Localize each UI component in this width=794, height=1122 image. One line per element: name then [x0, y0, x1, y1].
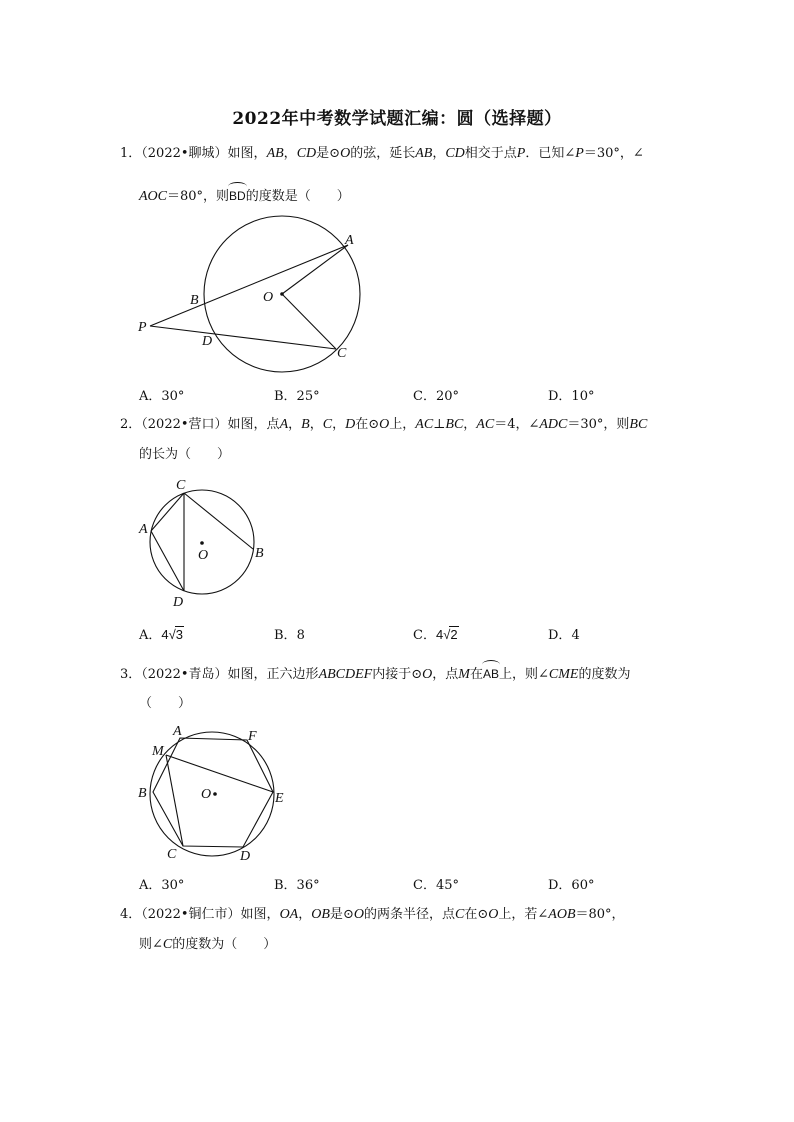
- question-2-line-1: 2．（2022•营口）如图，点A，B，C，D在⊙O上，AC⊥BC，AC＝4，∠ADC＝30°，则BC: [120, 417, 648, 432]
- label-a: A: [139, 522, 148, 537]
- line-oa: [282, 245, 348, 294]
- question-1-option-d[interactable]: D．10°: [548, 389, 595, 404]
- label-c: C: [337, 346, 347, 361]
- question-2-option-c[interactable]: C．4√2: [413, 627, 458, 643]
- question-source: （2022•青岛）: [141, 667, 228, 682]
- question-number: 3．: [120, 667, 142, 682]
- question-3-line-1: 3．（2022•青岛）如图，正六边形ABCDEF内接于⊙O，点M在AB上，则∠CME的度数为: [120, 662, 630, 684]
- line-cb: [184, 493, 253, 549]
- hexagon-abcdef: [153, 738, 273, 847]
- question-1-line-2: AOC＝80°，则BD的度数是（ ）: [139, 184, 350, 206]
- question-number: 4．: [120, 907, 142, 922]
- label-o: O: [263, 290, 274, 305]
- line-mc: [166, 755, 183, 846]
- label-d: D: [240, 849, 251, 864]
- label-a: A: [345, 233, 354, 248]
- label-o: O: [201, 787, 212, 802]
- question-3-option-b[interactable]: B．36°: [274, 878, 320, 893]
- line-ad: [151, 531, 184, 591]
- label-a: A: [173, 724, 182, 739]
- arc-bd-label: BD: [229, 184, 246, 205]
- question-2-option-b[interactable]: B．8: [274, 628, 305, 643]
- label-b: B: [190, 293, 199, 308]
- question-3-line-2: （ ）: [139, 696, 192, 711]
- question-2-line-2: 的长为（ ）: [139, 447, 231, 462]
- line-ca: [151, 493, 184, 531]
- label-d: D: [202, 334, 213, 349]
- label-o: O: [198, 548, 209, 563]
- center-dot: [280, 292, 284, 296]
- question-number: 2．: [120, 417, 142, 432]
- question-2-option-a[interactable]: A．4√3: [139, 627, 183, 643]
- question-3-option-c[interactable]: C．45°: [413, 878, 459, 893]
- arc-ab-label: AB: [483, 662, 499, 683]
- label-b: B: [255, 546, 264, 561]
- page-title: 2022年中考数学试题汇编：圆（选择题）: [232, 109, 562, 129]
- question-1-line-1: 1．（2022•聊城）如图，AB，CD是⊙O的弦，延长AB，CD相交于点P．已知∠P＝30°，∠: [120, 146, 644, 161]
- line-pc: [150, 326, 336, 349]
- label-b: B: [138, 786, 147, 801]
- label-f: F: [248, 729, 257, 744]
- question-source: （2022•铜仁市）: [141, 907, 241, 922]
- center-dot: [200, 541, 204, 545]
- circle-o: [150, 732, 274, 856]
- label-d: D: [173, 595, 184, 610]
- question-number: 1．: [120, 146, 142, 161]
- figure-3: [135, 720, 295, 865]
- figure-1: [130, 210, 370, 380]
- figure-2: [135, 475, 275, 615]
- line-pa: [150, 245, 348, 326]
- question-3-option-d[interactable]: D．60°: [548, 878, 595, 893]
- center-dot: [213, 792, 217, 796]
- label-c: C: [167, 847, 177, 862]
- question-4-line-2: 则∠C的度数为（ ）: [139, 937, 277, 952]
- question-source: （2022•营口）: [141, 417, 228, 432]
- label-m: M: [152, 744, 164, 759]
- question-source: （2022•聊城）: [141, 146, 228, 161]
- label-e: E: [275, 791, 284, 806]
- label-c: C: [176, 478, 186, 493]
- question-1-option-c[interactable]: C．20°: [413, 389, 459, 404]
- question-4-line-1: 4．（2022•铜仁市）如图，OA，OB是⊙O的两条半径，点C在⊙O上，若∠AOB＝80°，: [120, 907, 625, 922]
- line-oc: [282, 294, 336, 349]
- question-2-option-d[interactable]: D．4: [548, 628, 580, 643]
- question-1-option-b[interactable]: B．25°: [274, 389, 320, 404]
- question-3-option-a[interactable]: A．30°: [139, 878, 185, 893]
- label-p: P: [138, 320, 147, 335]
- question-1-option-a[interactable]: A．30°: [139, 389, 185, 404]
